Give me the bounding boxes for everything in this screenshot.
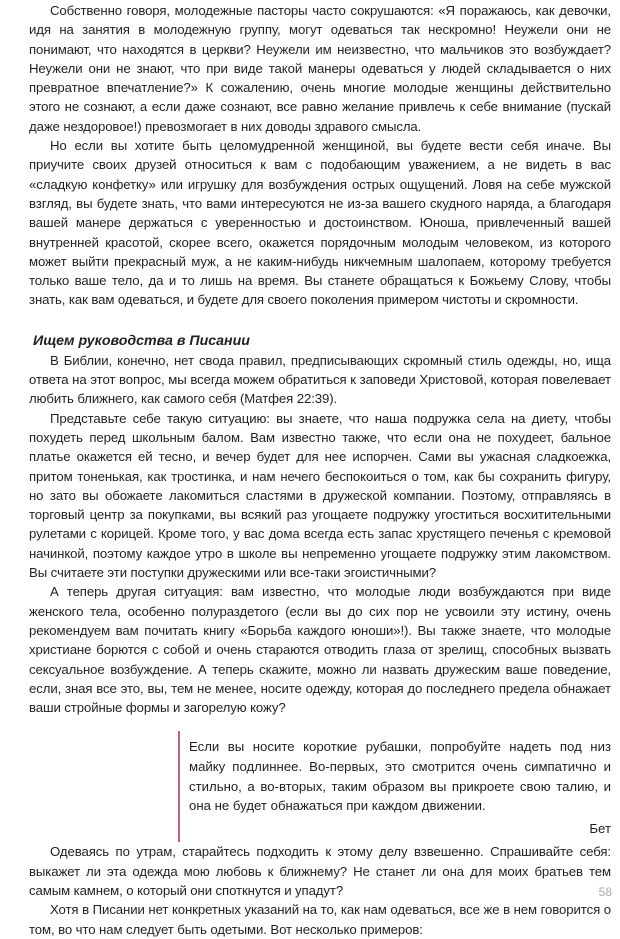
page-number: 58 — [598, 885, 612, 899]
quote-text: Если вы носите короткие рубашки, попробуйте надеть под низ майку подлиннее. Во-первых, это смотрится очень симпатично и стильно, а во-вторых, таким образом вы прикроете свою талию, и она не будет обнажаться при каждом движении. — [189, 739, 611, 814]
sidebar-quote — [178, 731, 611, 842]
paragraph-diet-situation: Представьте себе такую ситуацию: вы знаете, что наша подружка села на диету, чтобы похудеть перед школьным балом. Вам известно также, что если она не похудеет, бальное платье окажется ей тесно, и вечер будет для нее испорчен. Сами вы ужасная сладкоежка, притом тоненькая, как тростинка, и нам нечего беспокоиться о том, как бы сохранить фигуру, но зато вы обожаете лакомиться сластями в дружеской компании. Поэтому, отправляясь в торговый центр за покупками, вы всякий раз угощаете подружку угоститься восхитительными рулетами с корицей. Кроме того, у вас дома всегда есть запас хрустящего печенья с кремовой начинкой, поэтому каждое утро в школе вы непременно угощаете подружку этим лакомством. Вы считаете эти поступки дружескими или все-таки эгоистичными? — [29, 410, 611, 581]
paragraph-pastors-complaint: Собственно говоря, молодежные пасторы часто сокрушаются: «Я поражаюсь, как девочки, идя на занятия в молодежную группу, могут одеваться так нескромно! Неужели они не понимают, что находятся в церкви? Неужели им неизвестно, что мальчиков это возбуждает? Неужели они не знают, что при виде такой манеры одеваться у людей складывается о них превратное впечатление?» К сожалению, очень многие молодые женщины действительно этого не сознают, а если даже сознают, все равно желание привлечь к себе внимание (пускай даже нездоровое!) превозмогает в них доводы здравого смысла. — [29, 3, 611, 134]
section-heading: Ищем руководства в Писании — [33, 332, 250, 349]
quote-author: Бет — [589, 820, 611, 836]
paragraph-morning-dressing: Одеваясь по утрам, старайтесь подходить к этому делу взвешенно. Спрашивайте себя: выкажет ли эта одежда мою любовь к ближнему? Не станет ли она для моих братьев тем самым камнем, о который они споткнутся и упадут? — [29, 844, 611, 898]
paragraph-chaste-woman: Но если вы хотите быть целомудренной женщиной, вы будете вести себя иначе. Вы приучите своих друзей относиться к вам с подобающим уважением, а не видеть в вас «сладкую конфетку» или игрушку для возбуждения острых ощущений. Ловя на себе мужской взгляд, вы будете знать, что вами интересуются не из-за вашего скудного наряда, а благодаря вашей манере держаться с уверенностью и достоинством. Юноша, привлеченный вашей внутренней красотой, скорее всего, окажется порядочным молодым человеком, из которого может выйти прекрасный муж, а не каким-нибудь никчемным шалопаем, которому требуется только ваше тело, да и то лишь на время. Вы станете обращаться к Божьему Слову, чтобы знать, как вам одеваться, и будете для своего поколения примером чистоты и скромности. — [29, 138, 611, 308]
page-body — [29, 1, 611, 939]
paragraph-second-situation: А теперь другая ситуация: вам известно, что молодые люди возбуждаются при виде женского тела, особенно полураздетого (если вы до сих пор не усвоили эту истину, очень рекомендуем вам почитать книгу «Борьба каждого юноши»!). Вы также знаете, что молодые христиане борются с собой и очень стараются отводить глаза от зрелищ, способных вызвать сексуальное возбуждение. А теперь скажите, можно ли назвать дружеским ваше поведение, если, зная все это, вы, тем не менее, носите одежду, которая до последнего предела обнажает ваши стройные формы и загорелую кожу? — [29, 584, 611, 716]
paragraph-scripture-examples: Хотя в Писании нет конкретных указаний на то, как нам одеваться, все же в нем говорится о том, во что нам следует быть одетыми. Вот несколько примеров: — [29, 902, 611, 937]
paragraph-bible-rules: В Библии, конечно, нет свода правил, предписывающих скромный стиль одежды, но, ища ответа на этот вопрос, мы всегда можем обратиться к заповеди Христовой, которая повелевает любить ближнего, как самого себя (Матфея 22:39). — [29, 352, 611, 407]
